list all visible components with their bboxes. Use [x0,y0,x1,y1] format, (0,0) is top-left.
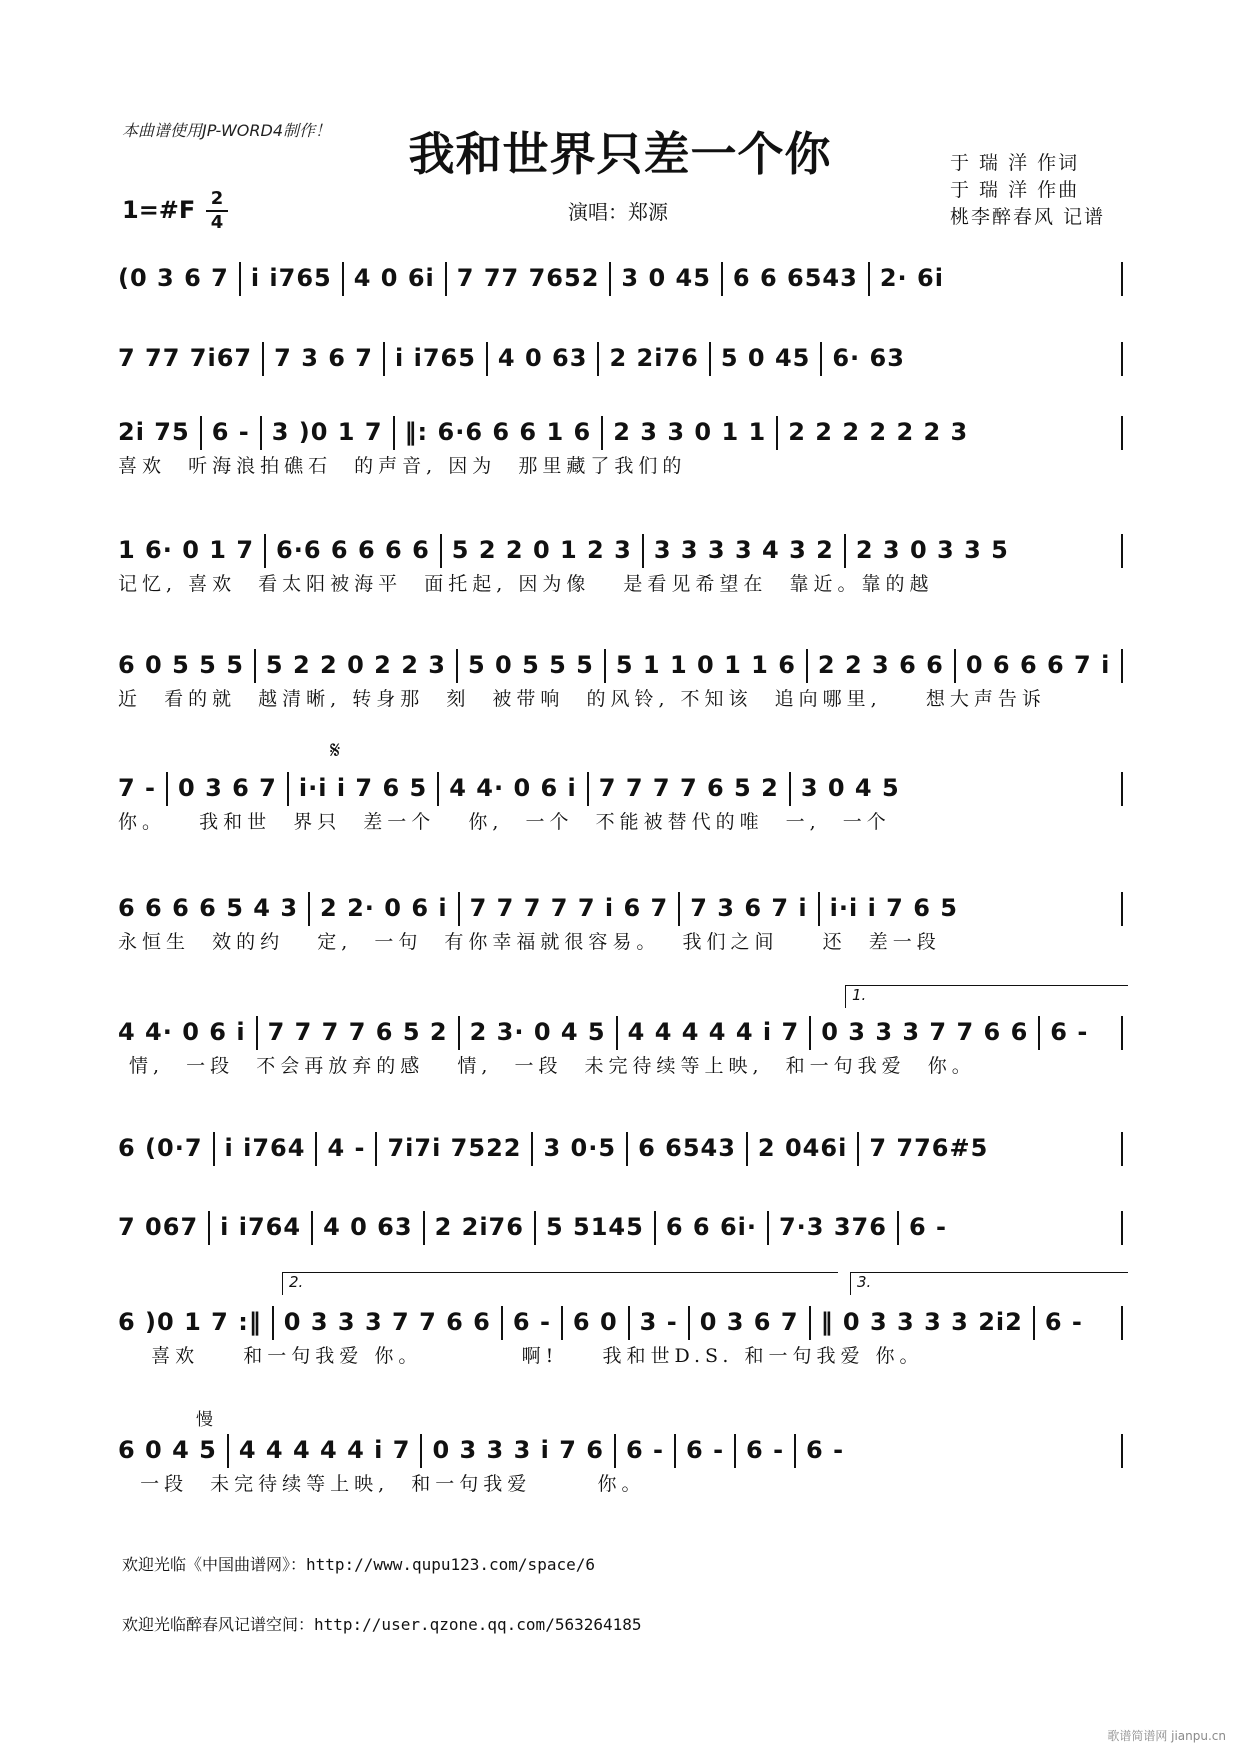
singer-credit: 演唱：郑源 [568,200,668,224]
score-system-11 [118,1302,1123,1370]
barline [534,1211,536,1245]
measure: 6 - [1050,1018,1089,1046]
segno-mark: 𝄋 [330,736,341,764]
measure: 4 4· 0 6 i [449,774,577,802]
volta-3 [850,1272,1128,1295]
measure: 2 046i [757,1134,848,1162]
measure: 6 (0·7 [118,1134,203,1162]
barline [746,1132,748,1166]
footer-link-qupu[interactable]: 欢迎光临《中国曲谱网》：http://www.qupu123.com/space/6 [122,1555,595,1574]
measure: 6· 63 [832,344,905,372]
volta-3-label: 3. [857,1273,872,1291]
lyrics-line: 你。 我和世 界只 差一个 你, 一个 不能被替代的唯 一, 一个 [118,811,891,833]
measure: 5 0 5 5 5 [467,651,594,679]
measure: 6 6 6543 [732,264,858,292]
time-signature-bottom: 4 [210,212,224,233]
measure: 6 )0 1 7 :‖ [118,1308,262,1336]
barline [501,1306,503,1340]
score-system-6 [118,768,1123,836]
barline [200,416,202,450]
measure: 7 - [118,774,157,802]
barline-end [1121,1016,1123,1050]
barline [315,1132,317,1166]
measure: 5 1 1 0 1 1 6 [615,651,796,679]
measure: 3 0·5 [543,1134,617,1162]
measure: (0 3 6 7 [118,264,229,292]
time-signature [206,190,228,232]
measure: 7 77 7i67 [118,344,253,372]
barline [393,416,395,450]
lyrics-line: 喜欢 听海浪拍礁石 的声音, 因为 那里藏了我们的 [118,455,687,477]
barline [734,1434,736,1468]
barline [423,1211,425,1245]
measure: 6·6 6 6 6 6 [276,536,430,564]
barline [272,1306,274,1340]
tempo-slow-mark: 慢 [196,1410,213,1430]
score-system-3 [118,412,1123,480]
measure: 5 5145 [545,1213,644,1241]
barline [1038,1016,1040,1050]
measure: 7i7i 7522 [387,1134,522,1162]
measure: 2 3· 0 4 5 [469,1018,606,1046]
barline [628,1306,630,1340]
barline [254,649,256,683]
measure: 6 0 5 5 5 [118,651,244,679]
lyrics-line: 永恒生 效的约 定, 一句 有你幸福就很容易。 我们之间 还 差一段 [118,931,941,953]
barline [458,1016,460,1050]
barline [458,892,460,926]
measure: 3 )0 1 7 [271,418,383,446]
measure: 7·3 376 [778,1213,887,1241]
measure: 3 3 3 3 4 3 2 [653,536,834,564]
barline [239,262,241,296]
barline [868,262,870,296]
barline [561,1306,563,1340]
measure: 4 - [327,1134,366,1162]
measure: 6 - [746,1436,785,1464]
song-title: 我和世界只差一个你 [408,127,832,181]
barline [260,416,262,450]
barline [674,1434,676,1468]
measure: 2i 75 [118,418,190,446]
time-signature-top: 2 [210,188,224,209]
barline [445,262,447,296]
barline [256,1016,258,1050]
barline [587,772,589,806]
measure: 7 776#5 [869,1134,989,1162]
composer-credit: 于 瑞 洋 作曲 [950,179,1080,201]
measure: 5 2 2 0 2 2 3 [265,651,446,679]
lyrics-line: 记忆, 喜欢 看太阳被海平 面托起, 因为像 是看见希望在 靠近。靠的越 [118,573,934,595]
measure: i i764 [220,1213,302,1241]
measure: ‖: 6·6 6 6 1 6 [404,418,592,446]
notation-line [118,1207,1123,1247]
barline-end [1121,342,1123,376]
measure: 2 2i76 [434,1213,524,1241]
notation-line [118,1012,1123,1052]
volta-1-label: 1. [852,986,867,1004]
lyrics-line: 喜欢 和一句我爱 你。 啊! 我和世D.S. 和一句我爱 你。 [118,1345,924,1367]
measure: 6 0 4 5 [118,1436,217,1464]
barline [642,534,644,568]
measure: 5 2 2 0 1 2 3 [451,536,632,564]
measure: 4 4 4 4 4 i 7 [627,1018,800,1046]
barline [420,1434,422,1468]
score-system-10 [118,1207,1123,1247]
score-system-8 [118,1012,1123,1080]
measure: 3 - [639,1308,678,1336]
measure: 2 2· 0 6 i [320,894,448,922]
measure: 1 6· 0 1 7 [118,536,255,564]
score-system-1 [118,258,1123,298]
barline [440,534,442,568]
notation-line [118,412,1123,452]
measure: 7 7 7 7 7 i 6 7 [469,894,669,922]
barline [776,416,778,450]
measure: 4 0 63 [497,344,588,372]
barline [721,262,723,296]
barline [531,1132,533,1166]
barline [626,1132,628,1166]
key-signature: 1=#F [122,196,196,224]
barline-end [1121,262,1123,296]
barline [709,342,711,376]
made-with-note: 本曲谱使用JP-WORD4制作！ [122,121,332,140]
footer-link-qzone[interactable]: 欢迎光临醉春风记谱空间：http://user.qzone.qq.com/563264185 [122,1615,642,1634]
barline [794,1434,796,1468]
notation-line [118,1302,1123,1342]
barline-end [1121,416,1123,450]
barline [897,1211,899,1245]
barline [820,342,822,376]
measure: 2 2 2 2 2 2 3 [788,418,969,446]
measure: 6 - [512,1308,551,1336]
barline [227,1434,229,1468]
measure: 6 0 [572,1308,618,1336]
notation-line [118,530,1123,570]
measure: 6 6 6 6 5 4 3 [118,894,299,922]
barline [1033,1306,1035,1340]
barline [789,772,791,806]
barline [308,892,310,926]
lyrics-line: 一段 未完待续等上映, 和一句我爱 你。 [118,1473,646,1495]
barline [437,772,439,806]
barline [809,1306,811,1340]
barline [287,772,289,806]
measure: 4 0 63 [323,1213,413,1241]
measure: 7 3 6 7 i [690,894,808,922]
notation-line [118,888,1123,928]
barline [857,1132,859,1166]
barline [609,262,611,296]
score-system-2 [118,338,1123,378]
measure: 2 2i76 [609,344,699,372]
notation-line [118,1430,1123,1470]
measure: ‖ 0 3 3 3 3 2i2 [820,1308,1023,1336]
barline-end [1121,649,1123,683]
notation-line [118,645,1123,685]
credits [950,150,1210,231]
volta-2-label: 2. [289,1273,304,1291]
measure: 7 067 [118,1213,199,1241]
measure: 0 3 3 3 7 7 6 6 [283,1308,491,1336]
barline-end [1121,1211,1123,1245]
barline [166,772,168,806]
score-system-12 [118,1430,1123,1498]
barline-end [1121,534,1123,568]
volta-1 [845,985,1128,1008]
barline-end [1121,1306,1123,1340]
measure: 7 7 7 7 6 5 2 [267,1018,448,1046]
measure: 0 6 6 6 7 i [965,651,1111,679]
barline [654,1211,656,1245]
measure: 7 7 7 7 6 5 2 [598,774,779,802]
lyricist-credit: 于 瑞 洋 作词 [950,152,1080,174]
score-system-4 [118,530,1123,598]
measure: 5 0 45 [720,344,811,372]
notation-line [118,768,1123,808]
measure: 7 77 7652 [456,264,600,292]
barline [213,1132,215,1166]
measure: 2 3 3 0 1 1 [613,418,767,446]
barline [486,342,488,376]
measure: 6 - [1044,1308,1083,1336]
barline [262,342,264,376]
barline [601,416,603,450]
measure: 6 - [908,1213,947,1241]
measure: 6 - [806,1436,845,1464]
score-system-9 [118,1128,1123,1168]
measure: 4 4 4 4 4 i 7 [238,1436,411,1464]
measure: 0 3 3 3 7 7 6 6 [821,1018,1029,1046]
barline [616,1016,618,1050]
barline [818,892,820,926]
barline [375,1132,377,1166]
score-system-5 [118,645,1123,713]
barline [614,1434,616,1468]
barline-end [1121,1434,1123,1468]
measure: 6 - [686,1436,725,1464]
measure: 4 0 6i [353,264,435,292]
measure: 7 3 6 7 [274,344,374,372]
barline [311,1211,313,1245]
measure: 0 3 3 3 i 7 6 [432,1436,604,1464]
measure: 6 - [626,1436,665,1464]
measure: 2 3 0 3 3 5 [855,536,1009,564]
barline [678,892,680,926]
barline [383,342,385,376]
barline [264,534,266,568]
measure: i·i i 7 6 5 [829,894,958,922]
transcriber-credit: 桃李醉春风 记谱 [950,206,1106,228]
measure: i i765 [250,264,332,292]
measure: 0 3 6 7 [178,774,277,802]
measure: 6 6543 [638,1134,736,1162]
barline-end [1121,772,1123,806]
barline [806,649,808,683]
barline [688,1306,690,1340]
notation-line [118,338,1123,378]
measure: 3 0 45 [621,264,711,292]
measure: 4 4· 0 6 i [118,1018,246,1046]
lyrics-line: 情, 一段 不会再放弃的感 情, 一段 未完待续等上映, 和一句我爱 你。 [118,1055,976,1077]
barline-end [1121,892,1123,926]
measure: 6 6 6i· [665,1213,757,1241]
notation-line [118,1128,1123,1168]
measure: i i765 [395,344,476,372]
barline [342,262,344,296]
barline [456,649,458,683]
barline [844,534,846,568]
measure: 6 - [211,418,250,446]
measure: i·i i 7 6 5 [298,774,428,802]
barline [597,342,599,376]
barline [208,1211,210,1245]
barline-end [1121,1132,1123,1166]
measure: 2· 6i [879,264,944,292]
barline [809,1016,811,1050]
watermark: 歌谱简谱网 jianpu.cn [1107,1729,1226,1743]
barline [604,649,606,683]
measure: 2 2 3 6 6 [817,651,944,679]
lyrics-line: 近 看的就 越清晰, 转身那 刻 被带响 的风铃, 不知该 追向哪里, 想大声告诉 [118,688,1046,710]
notation-line [118,258,1123,298]
barline [767,1211,769,1245]
measure: i i764 [224,1134,306,1162]
score-system-7 [118,888,1123,956]
barline [954,649,956,683]
volta-2 [282,1272,838,1295]
measure: 3 0 4 5 [800,774,900,802]
measure: 0 3 6 7 [699,1308,799,1336]
